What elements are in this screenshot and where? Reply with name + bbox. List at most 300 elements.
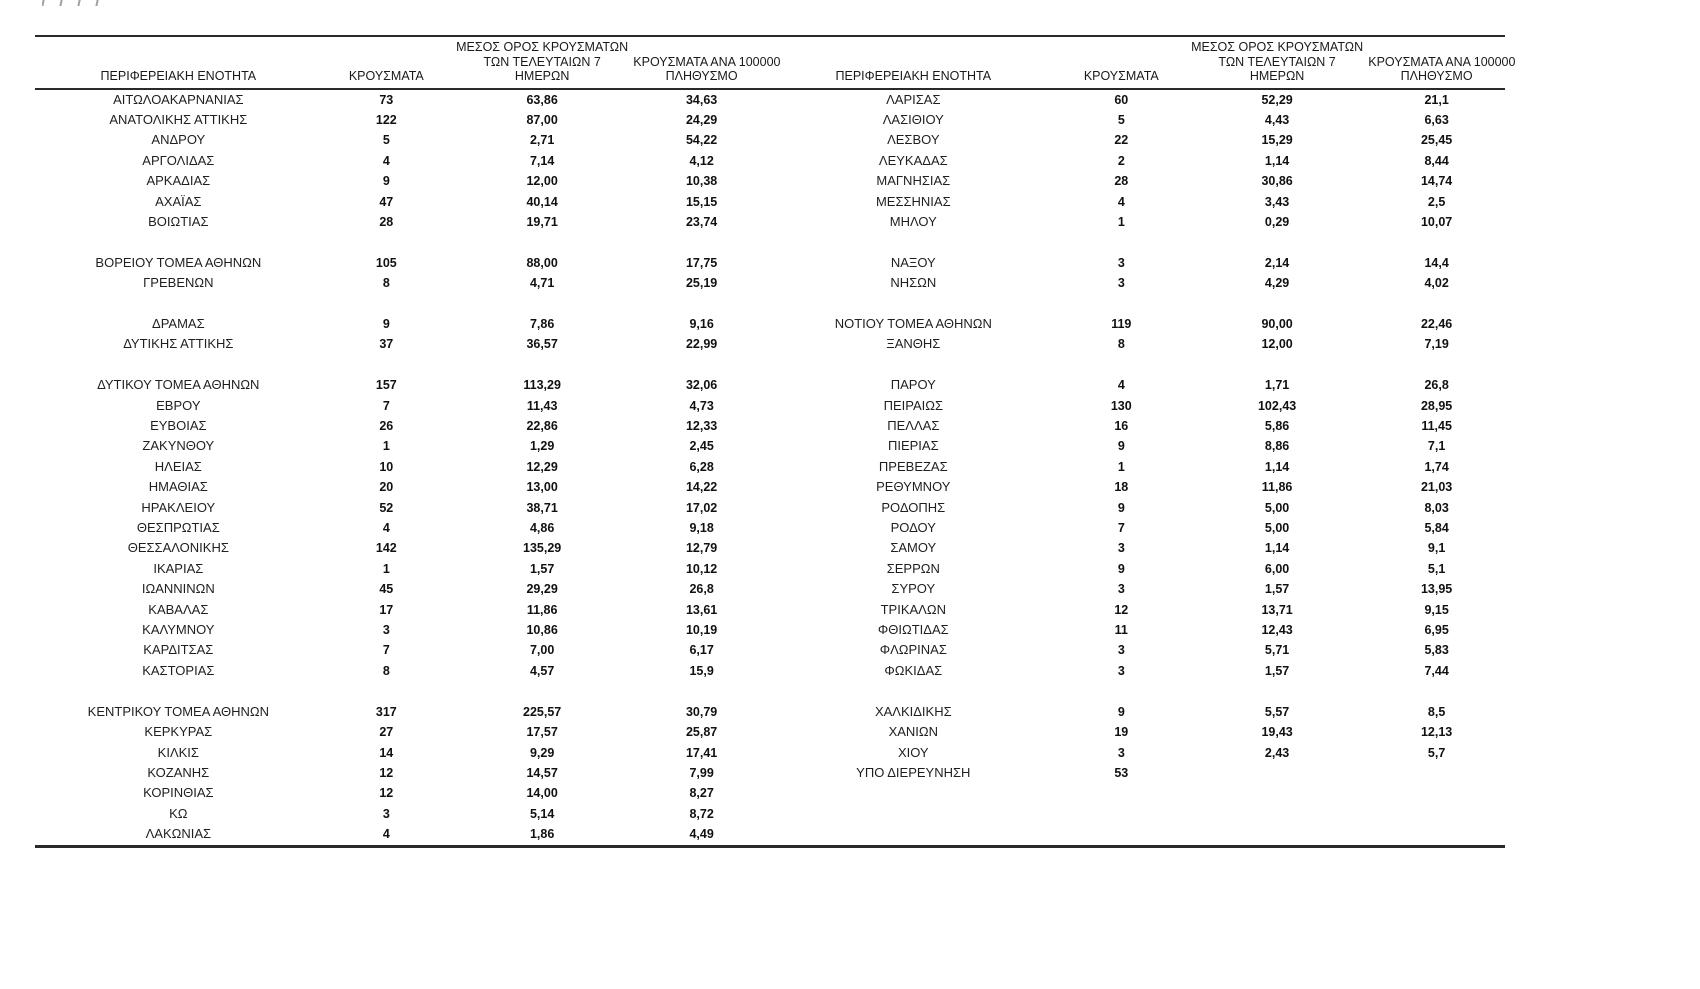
left-region-name-cell: ΑΧΑΪΑΣ	[155, 193, 202, 209]
left-cases-cell: 317	[375, 704, 397, 719]
right-per100k-cell: 14,4	[1424, 255, 1449, 270]
right-region-name-cell: ΛΕΥΚΑΔΑΣ	[878, 152, 948, 168]
left-cases-cell: 9	[382, 316, 390, 331]
right-cases-cell: 12	[1114, 602, 1129, 617]
right-avg7-cell: 13,71	[1261, 602, 1293, 617]
left-per100k-cell	[633, 681, 770, 701]
right-per100k-cell: 10,07	[1420, 214, 1453, 229]
right-cases-cell: 2	[1117, 153, 1125, 168]
right-per100k-cell: 9,1	[1427, 541, 1446, 556]
right-region-name-cell	[770, 804, 1057, 824]
spacer-row	[35, 355, 1505, 375]
left-cases-cell	[322, 294, 451, 314]
right-avg7-cell	[1186, 232, 1368, 252]
right-per100k-cell: 5,7	[1427, 745, 1446, 760]
left-region-name-cell: ΒΟΡΕΙΟΥ ΤΟΜΕΑ ΑΘΗΝΩΝ	[95, 254, 262, 270]
cropped-text-artifact	[42, 0, 152, 6]
right-cases-header	[1057, 36, 1186, 89]
left-cases-cell: 157	[375, 378, 397, 393]
left-region-name-cell: ΚΕΡΚΥΡΑΣ	[144, 724, 213, 740]
left-cases-cell: 8	[382, 663, 390, 678]
right-cases-cell	[1057, 783, 1186, 803]
right-cases-cell: 11	[1114, 623, 1128, 638]
right-per100k-cell	[1368, 355, 1505, 375]
right-region-name-cell: ΜΕΣΣΗΝΙΑΣ	[875, 193, 951, 209]
table-row	[35, 416, 1505, 436]
left-region-name-cell: ΚΟΡΙΝΘΙΑΣ	[143, 785, 214, 801]
table-row	[35, 273, 1505, 293]
table-row	[35, 518, 1505, 538]
right-region-name-cell: ΦΛΩΡΙΝΑΣ	[879, 642, 947, 658]
left-region-name-cell: ΕΥΒΟΙΑΣ	[150, 418, 207, 433]
left-cases-cell: 28	[379, 214, 394, 229]
right-region-name-cell: ΜΗΛΟΥ	[889, 213, 937, 229]
right-region-name-cell: ΝΗΣΩΝ	[890, 275, 937, 291]
table-row	[35, 151, 1505, 171]
table-row	[35, 89, 1505, 110]
left-per100k-cell: 9,18	[689, 521, 714, 536]
table-row	[35, 110, 1505, 130]
left-region-name-cell: ΙΩΑΝΝΙΝΩΝ	[141, 581, 215, 597]
left-cases-cell: 9	[382, 174, 390, 189]
table-row	[35, 743, 1505, 763]
left-cases-cell: 1	[382, 439, 390, 454]
right-cases-cell: 9	[1117, 704, 1125, 719]
right-region-name-cell	[770, 783, 1057, 803]
left-region-name-cell: ΗΜΑΘΙΑΣ	[148, 479, 208, 495]
left-region-name-cell: ΕΒΡΟΥ	[156, 397, 201, 413]
left-avg7-cell: 5,14	[529, 806, 555, 821]
right-per100k-cell	[1368, 763, 1505, 783]
left-avg7-cell: 14,57	[526, 765, 558, 780]
right-per100k-cell: 9,15	[1424, 602, 1449, 617]
right-per100k-cell: 7,1	[1427, 439, 1446, 454]
right-region-name-cell: ΥΠΟ ΔΙΕΡΕΥΝΗΣΗ	[856, 764, 971, 780]
right-per100k-cell: 13,95	[1420, 582, 1453, 597]
table-row	[35, 722, 1505, 742]
right-cases-cell	[1057, 681, 1186, 701]
right-avg7-cell	[1186, 824, 1368, 846]
right-avg7-cell: 19,43	[1261, 725, 1293, 740]
table-row	[35, 783, 1505, 803]
left-cases-cell	[322, 681, 451, 701]
right-avg7-cell: 5,71	[1264, 643, 1290, 658]
left-cases-cell: 122	[375, 112, 397, 127]
right-cases-cell: 53	[1114, 765, 1129, 780]
left-region-name-cell: ΚΑΛΥΜΝΟΥ	[142, 622, 215, 638]
left-avg7-cell	[451, 232, 633, 252]
right-avg7-header-line2: ΤΩΝ ΤΕΛΕΥΤΑΙΩΝ 7	[1218, 54, 1336, 69]
left-per100k-cell: 25,87	[685, 725, 718, 740]
right-avg7-cell: 2,14	[1264, 255, 1290, 270]
left-per100k-header	[633, 36, 781, 89]
right-cases-cell: 16	[1114, 419, 1129, 433]
right-per100k-header-line2: ΠΛΗΘΥΣΜΟ	[1400, 69, 1473, 83]
right-avg7-cell: 5,00	[1264, 500, 1290, 515]
right-region-name-cell: ΦΩΚΙΔΑΣ	[884, 662, 943, 678]
right-per100k-cell	[1368, 681, 1505, 701]
right-avg7-cell: 1,14	[1264, 541, 1290, 556]
left-region-name-cell: ΔΥΤΙΚΟΥ ΤΟΜΕΑ ΑΘΗΝΩΝ	[97, 377, 260, 393]
table-row	[35, 396, 1505, 416]
right-cases-cell	[1057, 294, 1186, 314]
spacer-row	[35, 232, 1505, 252]
right-cases-cell: 130	[1110, 398, 1132, 413]
table-row	[35, 640, 1505, 660]
right-per100k-cell: 14,74	[1420, 174, 1453, 189]
right-region-name-cell: ΠΙΕΡΙΑΣ	[887, 438, 939, 454]
left-region-name-cell: ΗΛΕΙΑΣ	[154, 458, 202, 474]
right-avg7-cell: 52,29	[1261, 92, 1293, 107]
left-cases-cell: 14	[379, 745, 394, 760]
left-cases-cell: 8	[382, 276, 390, 291]
left-cases-cell	[322, 355, 451, 375]
right-cases-cell: 4	[1117, 378, 1125, 393]
left-per100k-cell: 8,72	[689, 806, 714, 821]
left-avg7-header	[451, 36, 633, 89]
left-region-name-cell	[35, 232, 322, 252]
right-region-name-cell: ΛΕΣΒΟΥ	[887, 132, 940, 148]
table-row	[35, 804, 1505, 824]
table-row	[35, 702, 1505, 722]
left-cases-cell: 47	[379, 194, 394, 209]
right-per100k-cell: 28,95	[1420, 398, 1453, 413]
left-per100k-cell: 10,38	[685, 174, 718, 189]
right-avg7-cell: 5,86	[1264, 419, 1290, 433]
left-per100k-cell: 17,41	[685, 745, 718, 760]
left-cases-cell: 3	[382, 806, 390, 821]
right-cases-cell: 9	[1117, 439, 1125, 454]
table-row	[35, 334, 1505, 354]
right-cases-cell: 3	[1117, 255, 1125, 270]
left-per100k-cell: 25,19	[685, 276, 718, 291]
right-avg7-cell: 2,43	[1264, 745, 1290, 760]
table-row	[35, 559, 1505, 579]
left-avg7-header-line2: ΤΩΝ ΤΕΛΕΥΤΑΙΩΝ 7	[483, 54, 601, 69]
right-region-name-cell: ΡΕΘΥΜΝΟΥ	[876, 479, 951, 495]
right-avg7-cell: 1,57	[1264, 663, 1290, 678]
right-cases-cell: 9	[1117, 561, 1125, 576]
right-region-name-cell: ΡΟΔΟΠΗΣ	[881, 499, 946, 515]
left-region-name-cell: ΑΙΤΩΛΟΑΚΑΡΝΑΝΙΑΣ	[113, 91, 244, 107]
right-avg7-cell: 1,71	[1264, 378, 1290, 393]
left-avg7-cell: 88,00	[526, 255, 558, 270]
right-per100k-cell: 7,19	[1424, 337, 1449, 352]
left-cases-cell: 12	[379, 786, 394, 801]
right-avg7-cell: 15,29	[1261, 133, 1293, 148]
right-region-name-cell: ΦΘΙΩΤΙΔΑΣ	[877, 622, 949, 638]
right-avg7-cell: 6,00	[1264, 561, 1290, 576]
left-per100k-header-line1: ΚΡΟΥΣΜΑΤΑ ΑΝΑ 100000	[633, 54, 781, 69]
table-row	[35, 212, 1505, 232]
left-per100k-cell: 23,74	[685, 214, 718, 229]
left-per100k-cell: 12,33	[685, 419, 718, 433]
left-per100k-cell: 7,99	[689, 765, 714, 780]
left-region-name-cell: ΑΝΔΡΟΥ	[151, 132, 206, 148]
left-avg7-cell: 1,29	[529, 439, 555, 454]
left-per100k-cell: 4,12	[689, 153, 714, 168]
left-cases-cell: 7	[382, 398, 390, 413]
right-per100k-cell	[1368, 232, 1505, 252]
left-per100k-cell: 14,22	[685, 480, 718, 495]
right-cases-cell	[1057, 804, 1186, 824]
right-region-name-cell: ΠΑΡΟΥ	[890, 377, 936, 393]
table-row	[35, 824, 1505, 846]
left-avg7-cell: 9,29	[529, 745, 555, 760]
left-per100k-cell	[633, 294, 770, 314]
right-per100k-cell	[1368, 783, 1505, 803]
right-per100k-cell	[1368, 294, 1505, 314]
left-cases-cell: 26	[379, 419, 394, 433]
left-cases-cell: 142	[375, 541, 397, 556]
right-region-name-cell: ΣΕΡΡΩΝ	[886, 560, 940, 576]
right-cases-cell: 19	[1114, 725, 1129, 740]
right-region-name-cell: ΝΑΞΟΥ	[890, 254, 936, 270]
left-avg7-cell: 40,14	[526, 194, 558, 209]
right-region-name-cell: ΡΟΔΟΥ	[890, 520, 936, 536]
left-region-name-cell: ΛΑΚΩΝΙΑΣ	[145, 826, 212, 842]
table-header	[35, 36, 1516, 89]
left-region-name-cell: ΚΕΝΤΡΙΚΟΥ ΤΟΜΕΑ ΑΘΗΝΩΝ	[87, 703, 269, 719]
left-cases-cell: 10	[379, 459, 394, 474]
right-cases-cell: 7	[1117, 521, 1125, 536]
left-region-name-cell	[35, 294, 322, 314]
right-region-name-cell: ΠΡΕΒΕΖΑΣ	[878, 458, 948, 474]
right-region-header-label: ΠΕΡΙΦΕΡΕΙΑΚΗ ΕΝΟΤΗΤΑ	[835, 69, 992, 83]
left-avg7-cell: 135,29	[523, 541, 562, 556]
left-avg7-cell: 225,57	[523, 704, 562, 719]
left-cases-cell: 5	[382, 133, 390, 148]
right-avg7-cell: 102,43	[1257, 398, 1297, 413]
right-region-name-cell	[770, 824, 1057, 846]
left-per100k-cell: 34,63	[685, 92, 718, 107]
right-avg7-cell: 90,00	[1261, 316, 1293, 331]
table-row	[35, 620, 1505, 640]
table-row	[35, 763, 1505, 783]
right-avg7-cell: 1,14	[1264, 459, 1290, 474]
table-row	[35, 661, 1505, 681]
left-avg7-cell	[451, 355, 633, 375]
left-region-name-cell: ΑΡΚΑΔΙΑΣ	[146, 173, 211, 189]
right-per100k-cell	[1368, 824, 1505, 846]
right-cases-cell: 119	[1111, 316, 1132, 331]
left-cases-cell: 1	[382, 561, 390, 576]
left-avg7-cell: 7,14	[529, 153, 555, 168]
left-avg7-header-line1: ΜΕΣΟΣ ΟΡΟΣ ΚΡΟΥΣΜΑΤΩΝ	[456, 40, 629, 54]
left-cases-cell: 52	[379, 500, 394, 515]
left-per100k-cell: 6,17	[689, 643, 714, 658]
table-row	[35, 600, 1505, 620]
left-avg7-cell: 29,29	[526, 582, 558, 597]
left-region-name-cell: ΚΑΣΤΟΡΙΑΣ	[142, 662, 215, 678]
left-avg7-cell	[451, 681, 633, 701]
right-cases-cell: 60	[1114, 92, 1129, 107]
left-per100k-cell: 2,45	[689, 439, 714, 454]
right-avg7-header-line3: ΗΜΕΡΩΝ	[1249, 69, 1305, 83]
right-avg7-cell	[1186, 294, 1368, 314]
left-per100k-header-line2: ΠΛΗΘΥΣΜΟ	[665, 69, 738, 83]
left-cases-cell: 17	[379, 602, 394, 617]
left-cases-cell: 73	[379, 92, 394, 107]
right-avg7-cell	[1186, 804, 1368, 824]
right-per100k-header	[1368, 36, 1516, 89]
right-avg7-cell: 0,29	[1264, 214, 1290, 229]
left-avg7-cell: 4,71	[529, 276, 555, 291]
right-region-name-cell: ΣΥΡΟΥ	[891, 581, 936, 597]
right-avg7-header-line1: ΜΕΣΟΣ ΟΡΟΣ ΚΡΟΥΣΜΑΤΩΝ	[1191, 40, 1364, 54]
right-per100k-cell: 5,83	[1424, 643, 1449, 658]
right-region-header	[770, 36, 1057, 89]
right-per100k-cell: 6,95	[1424, 623, 1449, 638]
right-avg7-cell	[1186, 355, 1368, 375]
right-cases-cell: 4	[1117, 194, 1125, 209]
right-avg7-cell	[1186, 681, 1368, 701]
table-row	[35, 538, 1505, 558]
left-cases-cell: 4	[382, 827, 390, 842]
right-cases-cell: 5	[1117, 112, 1125, 127]
left-avg7-cell: 13,00	[526, 480, 558, 495]
left-cases-cell: 4	[382, 153, 390, 168]
right-avg7-cell: 4,43	[1264, 112, 1290, 127]
left-avg7-cell: 11,43	[526, 398, 558, 413]
table-row	[35, 130, 1505, 150]
left-region-name-cell: ΚΑΡΔΙΤΣΑΣ	[143, 642, 214, 658]
left-region-name-cell	[35, 681, 322, 701]
left-avg7-cell	[451, 294, 633, 314]
left-region-name-cell: ΘΕΣΣΑΛΟΝΙΚΗΣ	[127, 540, 229, 556]
right-cases-cell: 28	[1114, 174, 1129, 189]
right-cases-cell: 22	[1114, 133, 1129, 148]
right-cases-cell: 3	[1117, 663, 1125, 678]
right-region-name-cell: ΝΟΤΙΟΥ ΤΟΜΕΑ ΑΘΗΝΩΝ	[834, 315, 992, 331]
right-avg7-cell: 1,57	[1264, 582, 1290, 597]
right-region-name-cell: ΤΡΙΚΑΛΩΝ	[880, 601, 946, 617]
left-region-name-cell: ΔΥΤΙΚΗΣ ΑΤΤΙΚΗΣ	[123, 336, 234, 352]
right-avg7-cell: 12,00	[1261, 337, 1293, 352]
left-cases-cell: 27	[379, 725, 394, 740]
left-cases-cell: 45	[379, 582, 394, 597]
right-cases-cell: 18	[1114, 480, 1129, 495]
table-row	[35, 314, 1505, 334]
right-per100k-cell: 26,8	[1424, 378, 1449, 393]
left-region-name-cell: ΗΡΑΚΛΕΙΟΥ	[141, 499, 216, 515]
right-per100k-cell	[1368, 804, 1505, 824]
left-per100k-cell: 6,28	[689, 459, 714, 474]
left-avg7-cell: 87,00	[526, 112, 558, 127]
right-per100k-cell: 5,1	[1427, 561, 1446, 576]
regional-cases-table-wrapper	[35, 35, 1516, 848]
left-avg7-cell: 14,00	[526, 786, 558, 801]
left-per100k-cell: 17,75	[685, 255, 718, 270]
right-region-name-cell: ΧΑΛΚΙΔΙΚΗΣ	[874, 703, 952, 719]
left-avg7-cell: 4,86	[529, 521, 555, 536]
left-per100k-cell: 24,29	[685, 112, 718, 127]
right-cases-cell: 3	[1117, 541, 1125, 556]
table-row	[35, 477, 1505, 497]
left-avg7-cell: 22,86	[526, 419, 558, 433]
left-per100k-cell: 10,12	[685, 561, 718, 576]
left-avg7-cell: 4,57	[529, 663, 555, 678]
left-cases-cell: 20	[379, 480, 394, 495]
right-region-name-cell: ΜΑΓΝΗΣΙΑΣ	[876, 173, 951, 189]
left-region-header	[35, 36, 322, 89]
right-per100k-cell: 4,02	[1424, 276, 1449, 291]
right-region-name-cell: ΧΙΟΥ	[897, 744, 929, 760]
right-per100k-cell: 1,74	[1424, 459, 1449, 474]
table-row	[35, 375, 1505, 395]
right-avg7-cell: 5,00	[1264, 521, 1290, 536]
right-avg7-cell: 1,14	[1264, 153, 1290, 168]
left-region-name-cell: ΒΟΙΩΤΙΑΣ	[148, 213, 209, 229]
left-per100k-cell: 10,19	[685, 623, 718, 638]
right-avg7-cell	[1186, 763, 1368, 783]
right-per100k-cell: 21,03	[1420, 480, 1453, 495]
left-cases-cell	[322, 232, 451, 252]
left-avg7-cell: 7,00	[529, 643, 555, 658]
right-region-name-cell	[770, 232, 1057, 252]
left-avg7-cell: 1,57	[529, 561, 555, 576]
left-region-header-label: ΠΕΡΙΦΕΡΕΙΑΚΗ ΕΝΟΤΗΤΑ	[100, 69, 257, 83]
left-per100k-cell: 13,61	[685, 602, 718, 617]
right-per100k-cell: 6,63	[1424, 112, 1449, 127]
right-cases-cell: 9	[1117, 500, 1125, 515]
table-row	[35, 171, 1505, 191]
right-cases-cell: 3	[1117, 276, 1125, 291]
right-cases-cell: 1	[1117, 459, 1125, 474]
left-per100k-cell: 9,16	[689, 316, 714, 331]
left-region-name-cell: ΘΕΣΠΡΩΤΙΑΣ	[136, 520, 220, 536]
left-avg7-cell: 36,57	[526, 337, 558, 352]
left-per100k-cell: 15,15	[685, 194, 718, 209]
table-row	[35, 253, 1505, 273]
right-avg7-header	[1186, 36, 1368, 89]
right-region-name-cell	[770, 681, 1057, 701]
left-region-name-cell: ΚΙΛΚΙΣ	[157, 744, 199, 760]
left-per100k-cell: 12,79	[685, 541, 718, 556]
left-cases-cell: 37	[379, 337, 394, 352]
left-cases-cell: 3	[382, 623, 390, 638]
left-per100k-cell	[633, 232, 770, 252]
right-region-name-cell: ΛΑΡΙΣΑΣ	[886, 91, 941, 107]
right-per100k-cell: 7,44	[1424, 663, 1449, 678]
left-region-name-cell: ΔΡΑΜΑΣ	[152, 315, 205, 331]
right-avg7-cell	[1186, 783, 1368, 803]
right-per100k-cell: 11,45	[1421, 419, 1452, 433]
left-avg7-cell: 38,71	[526, 500, 558, 515]
left-avg7-cell: 63,86	[526, 92, 558, 107]
table-row	[35, 457, 1505, 477]
right-region-name-cell: ΛΑΣΙΘΙΟΥ	[882, 111, 944, 127]
right-avg7-cell: 8,86	[1264, 439, 1290, 454]
left-per100k-cell: 30,79	[685, 704, 718, 719]
left-region-name-cell: ΖΑΚΥΝΘΟΥ	[142, 438, 215, 454]
table-body	[35, 89, 1505, 847]
right-cases-cell: 3	[1117, 745, 1125, 760]
right-cases-cell: 8	[1117, 337, 1125, 352]
left-region-name-cell: ΚΑΒΑΛΑΣ	[148, 601, 209, 617]
right-per100k-cell: 22,46	[1420, 316, 1453, 331]
left-avg7-cell: 11,86	[526, 602, 558, 617]
spacer-row	[35, 681, 1505, 701]
right-avg7-cell: 12,43	[1261, 623, 1293, 638]
right-cases-header-label: ΚΡΟΥΣΜΑΤΑ	[1083, 69, 1159, 83]
left-avg7-cell: 12,00	[526, 174, 558, 189]
left-region-name-cell: ΑΡΓΟΛΙΔΑΣ	[142, 152, 215, 168]
left-per100k-cell: 22,99	[685, 337, 718, 352]
right-region-name-cell	[770, 294, 1057, 314]
right-region-name-cell: ΞΑΝΘΗΣ	[886, 336, 941, 352]
right-cases-cell: 1	[1117, 214, 1125, 229]
